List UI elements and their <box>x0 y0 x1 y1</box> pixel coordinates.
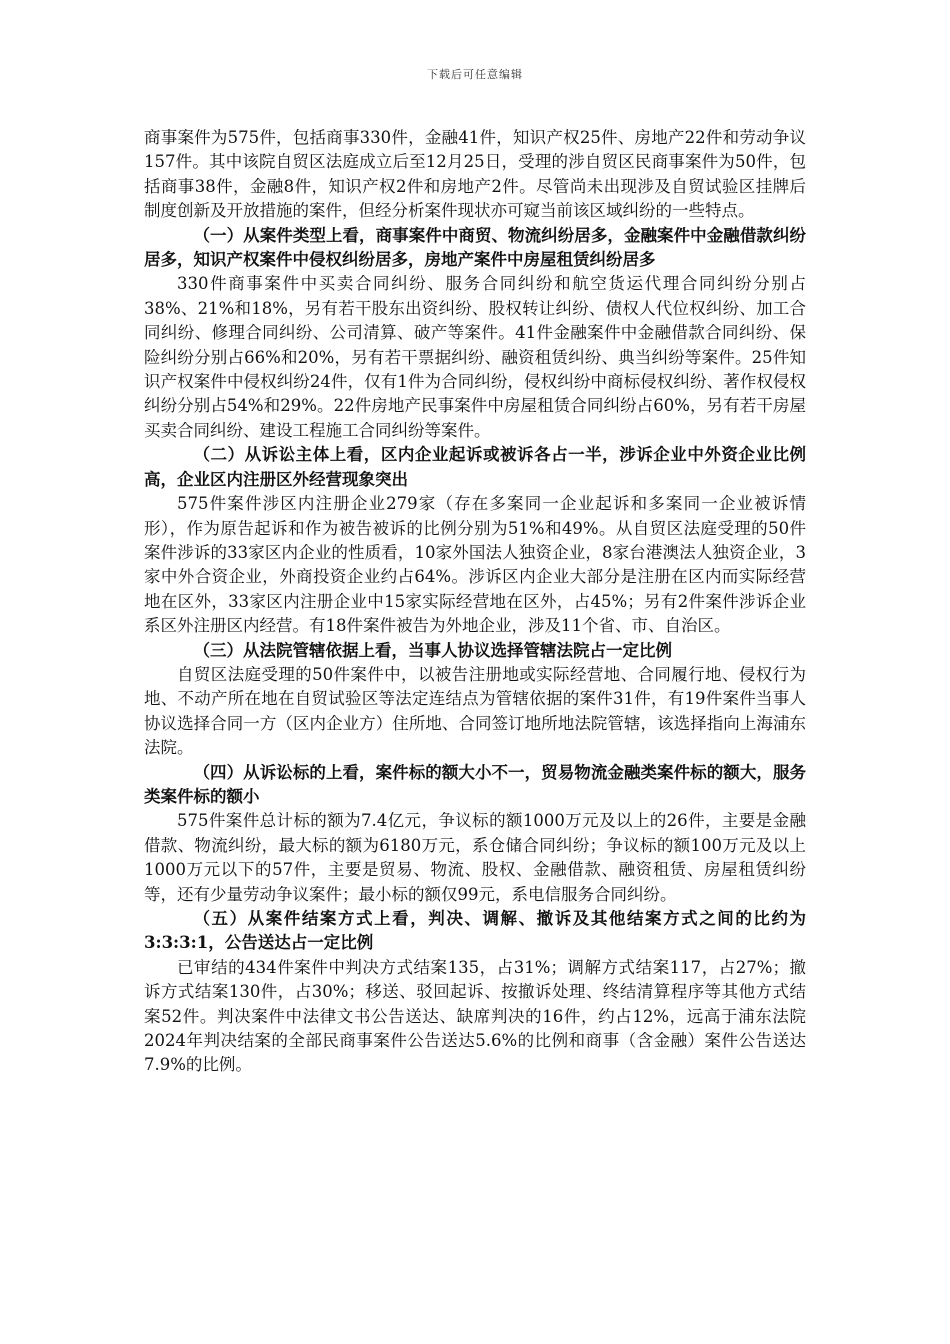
section-heading-3: （三）从法院管辖依据上看，当事人协议选择管辖法院占一定比例 <box>193 640 672 660</box>
section-heading-1: （一）从案件类型上看，商事案件中商贸、物流纠纷居多，金融案件中金融借款纠纷居多，知识产权案件中侵权纠纷居多，房地产案件中房屋租赁纠纷居多 <box>144 225 806 270</box>
document-body <box>144 126 806 1078</box>
paragraph-litigants: 575件案件涉区内注册企业279家（存在多案同一企业起诉和多案同一企业被诉情形），作为原告起诉和作为被告被诉的比例分别为51%和49%。从自贸区法庭受理的50件案件涉诉的33家区内企业的性质看，10家外国法人独资企业，8家台港澳法人独资企业，3家中外合资企业，外商投资企业约占64%。涉诉区内企业大部分是注册在区内而实际经营地在区外，33家区内注册企业中15家实际经营地在区外，占45%；另有2件案件涉诉企业系区外注册区内经营。有18件案件被告为外地企业，涉及11个省、市、自治区。 <box>144 494 806 636</box>
section-heading-4: （四）从诉讼标的上看，案件标的额大小不一，贸易物流金融类案件标的额大，服务类案件标的额小 <box>144 762 806 806</box>
page-header-note: 下载后可任意编辑 <box>427 68 523 81</box>
paragraph-case-closure: 已审结的434件案件中判决方式结案135，占31%；调解方式结案117，占27%；撤诉方式结案130件，占30%；移送、驳回起诉、按撤诉处理、终结清算程序等其他方式结案52件。判决案件中法律文书公告送达、缺席判决的16件，约占12%，远高于浦东法院2024年判决结案的全部民商事案件公告送达5.6%的比例和商事（含金融）案件公告送达7.9%的比例。 <box>144 957 806 1075</box>
paragraph-intro: 商事案件为575件，包括商事330件，金融41件，知识产权25件、房地产22件和劳动争议157件。其中该院自贸区法庭成立后至12月25日，受理的涉自贸区民商事案件为50件，包括商事38件，金融8件，知识产权2件和房地产2件。尽管尚未出现涉及自贸试验区挂牌后制度创新及开放措施的案件，但经分析案件现状亦可窥当前该区域纠纷的一些特点。 <box>144 128 806 221</box>
section-heading-2: （二）从诉讼主体上看，区内企业起诉或被诉各占一半，涉诉企业中外资企业比例高，企业区内注册区外经营现象突出 <box>144 445 806 489</box>
paragraph-jurisdiction: 自贸区法庭受理的50件案件中，以被告注册地或实际经营地、合同履行地、侵权行为地、不动产所在地在自贸试验区等法定连结点为管辖依据的案件31件，有19件案件当事人协议选择合同一方（区内企业方）住所地、合同签订地所地法院管辖，该选择指向上海浦东法院。 <box>144 664 806 758</box>
paragraph-case-types: 330件商事案件中买卖合同纠纷、服务合同纠纷和航空货运代理合同纠纷分别占38%、21%和18%，另有若干股东出资纠纷、股权转让纠纷、债权人代位权纠纷、加工合同纠纷、修理合同纠纷、公司清算、破产等案件。41件金融案件中金融借款合同纠纷、保险纠纷分别占66%和20%，另有若干票据纠纷、融资租赁纠纷、典当纠纷等案件。25件知识产权案件中侵权纠纷24件，仅有1件为合同纠纷，侵权纠纷中商标侵权纠纷、著作权侵权纠纷分别占54%和29%。22件房地产民事案件中房屋租赁合同纠纷占60%，另有若干房屋买卖合同纠纷、建设工程施工合同纠纷等案件。 <box>144 274 806 440</box>
section-heading-5: （五）从案件结案方式上看，判决、调解、撤诉及其他结案方式之间的比约为3:3:3:1，公告送达占一定比例 <box>144 909 806 953</box>
paragraph-claim-amounts: 575件案件总计标的额为7.4亿元，争议标的额1000万元及以上的26件，主要是金融借款、物流纠纷，最大标的额为6180万元，系仓储合同纠纷；争议标的额100万元及以上1000万元以下的57件，主要是贸易、物流、股权、金融借款、融资租赁、房屋租赁纠纷等，还有少量劳动争议案件；最小标的额仅99元，系电信服务合同纠纷。 <box>144 811 806 904</box>
